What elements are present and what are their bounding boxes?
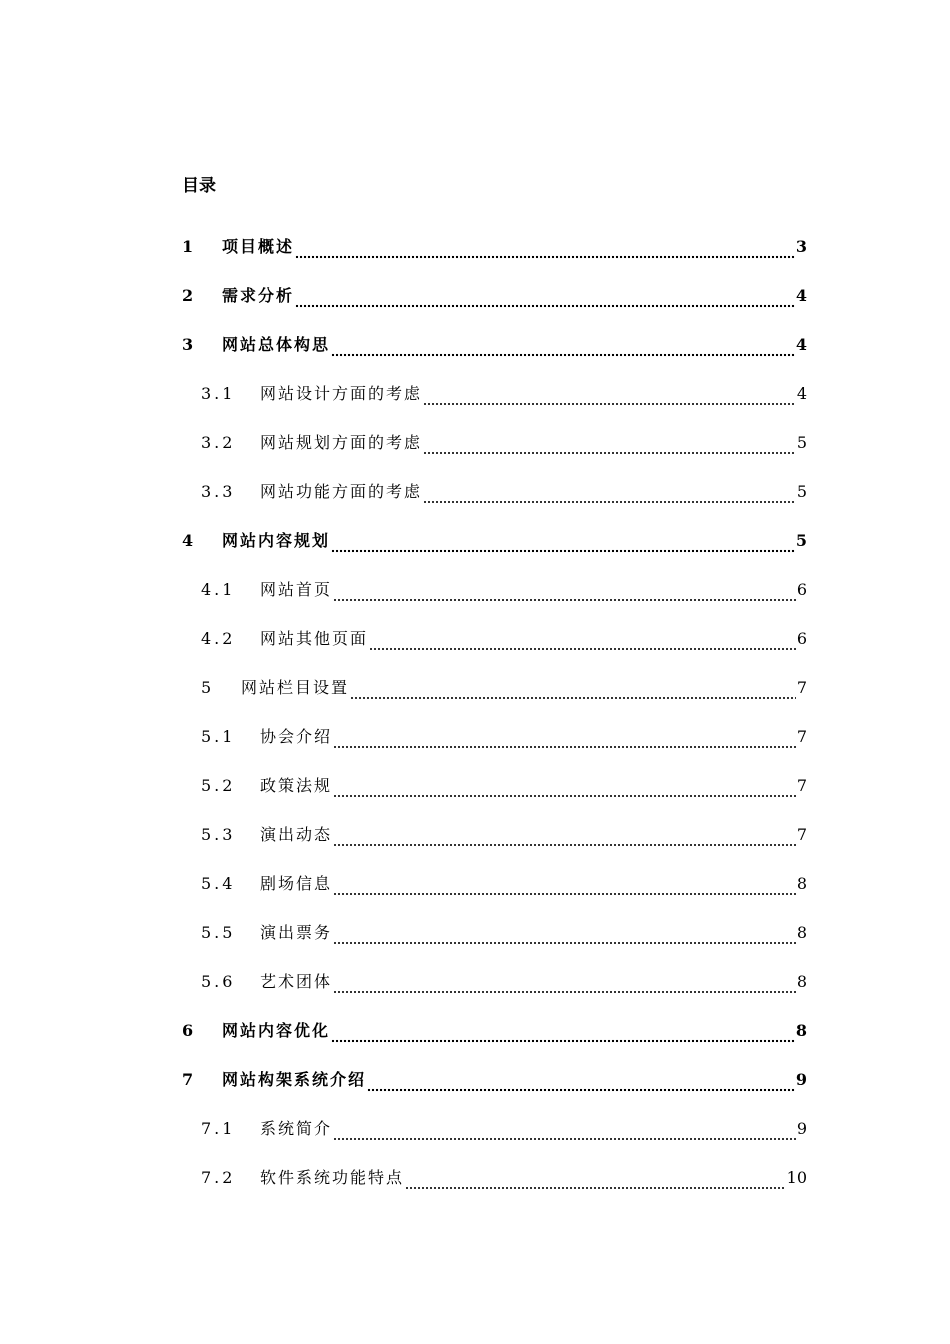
toc-entry-number: 5 xyxy=(201,677,215,697)
toc-leader-dots xyxy=(331,537,795,553)
toc-entry-number: 6 xyxy=(182,1020,197,1040)
toc-entry[interactable] xyxy=(182,1104,807,1153)
toc-entry-number: 7 xyxy=(182,1069,197,1089)
toc-entry-number: 3.1 xyxy=(201,383,236,403)
toc-entry[interactable] xyxy=(182,271,807,320)
toc-entry-number: 5.3 xyxy=(201,824,236,844)
toc-entry-page: 7 xyxy=(796,775,807,795)
toc-leader-dots xyxy=(333,1125,796,1141)
toc-entry-title: 软件系统功能特点 xyxy=(260,1167,405,1187)
toc-entry-title: 网站规划方面的考虑 xyxy=(260,432,423,452)
toc-entry-page: 5 xyxy=(796,432,807,452)
toc-entry[interactable] xyxy=(182,516,807,565)
toc-entry[interactable] xyxy=(182,1055,807,1104)
toc-entry-page: 10 xyxy=(786,1167,807,1187)
toc-entry-page: 9 xyxy=(796,1118,807,1138)
toc-entry-page: 8 xyxy=(796,922,807,942)
toc-entry-page: 8 xyxy=(795,1020,807,1040)
toc-leader-dots xyxy=(423,390,796,406)
toc-entry-number: 7.1 xyxy=(201,1118,236,1138)
toc-entry-page: 7 xyxy=(796,824,807,844)
toc-leader-dots xyxy=(423,488,796,504)
toc-entry-page: 4 xyxy=(795,334,807,354)
toc-leader-dots xyxy=(333,929,796,945)
toc-leader-dots xyxy=(333,733,796,749)
toc-entry-number: 5.2 xyxy=(201,775,236,795)
toc-entry[interactable] xyxy=(182,712,807,761)
toc-entry[interactable] xyxy=(182,957,807,1006)
toc-entry-number: 5.6 xyxy=(201,971,236,991)
toc-entry-title: 演出动态 xyxy=(260,824,333,844)
table-of-contents xyxy=(182,222,807,1202)
toc-leader-dots xyxy=(295,243,795,259)
toc-entry-title: 需求分析 xyxy=(222,285,295,305)
toc-entry-page: 6 xyxy=(796,628,807,648)
toc-leader-dots xyxy=(350,684,796,700)
toc-entry-page: 8 xyxy=(796,971,807,991)
toc-entry-page: 9 xyxy=(795,1069,807,1089)
toc-entry-number: 5.4 xyxy=(201,873,236,893)
toc-entry-page: 3 xyxy=(795,236,807,256)
toc-entry[interactable] xyxy=(182,369,807,418)
toc-entry-page: 4 xyxy=(795,285,807,305)
toc-entry[interactable] xyxy=(182,320,807,369)
toc-entry-number: 5.1 xyxy=(201,726,236,746)
toc-entry-page: 8 xyxy=(796,873,807,893)
toc-entry[interactable] xyxy=(182,614,807,663)
toc-entry-title: 网站设计方面的考虑 xyxy=(260,383,423,403)
toc-entry-title: 演出票务 xyxy=(260,922,333,942)
toc-entry-title: 艺术团体 xyxy=(260,971,333,991)
toc-entry-page: 5 xyxy=(796,481,807,501)
toc-entry-title: 网站其他页面 xyxy=(260,628,369,648)
toc-entry[interactable] xyxy=(182,761,807,810)
toc-entry-title: 网站首页 xyxy=(260,579,333,599)
toc-entry[interactable] xyxy=(182,908,807,957)
toc-leader-dots xyxy=(405,1174,786,1190)
toc-entry-page: 6 xyxy=(796,579,807,599)
toc-leader-dots xyxy=(333,586,796,602)
toc-entry-title: 项目概述 xyxy=(222,236,295,256)
toc-entry-title: 网站栏目设置 xyxy=(241,677,350,697)
toc-entry[interactable] xyxy=(182,1153,807,1202)
toc-leader-dots xyxy=(333,782,796,798)
toc-entry-title: 网站构架系统介绍 xyxy=(222,1069,367,1089)
toc-entry-number: 4 xyxy=(182,530,197,550)
toc-entry[interactable] xyxy=(182,565,807,614)
toc-entry-page: 4 xyxy=(796,383,807,403)
toc-entry-page: 7 xyxy=(796,677,807,697)
toc-leader-dots xyxy=(331,1027,795,1043)
toc-entry-number: 4.1 xyxy=(201,579,236,599)
toc-entry-title: 网站总体构思 xyxy=(222,334,331,354)
toc-entry[interactable] xyxy=(182,663,807,712)
toc-entry-title: 网站内容规划 xyxy=(222,530,331,550)
toc-entry-number: 1 xyxy=(182,236,197,256)
toc-title: 目录 xyxy=(182,176,216,196)
toc-leader-dots xyxy=(333,978,796,994)
toc-entry-title: 协会介绍 xyxy=(260,726,333,746)
toc-entry[interactable] xyxy=(182,859,807,908)
toc-entry-number: 3 xyxy=(182,334,197,354)
toc-entry[interactable] xyxy=(182,810,807,859)
toc-entry-number: 4.2 xyxy=(201,628,236,648)
toc-leader-dots xyxy=(331,341,795,357)
toc-entry[interactable] xyxy=(182,1006,807,1055)
toc-entry-number: 5.5 xyxy=(201,922,236,942)
toc-entry-number: 3.2 xyxy=(201,432,236,452)
toc-leader-dots xyxy=(367,1076,795,1092)
toc-entry-title: 网站功能方面的考虑 xyxy=(260,481,423,501)
toc-leader-dots xyxy=(369,635,796,651)
toc-entry[interactable] xyxy=(182,222,807,271)
toc-entry-title: 网站内容优化 xyxy=(222,1020,331,1040)
toc-entry[interactable] xyxy=(182,418,807,467)
toc-entry-number: 3.3 xyxy=(201,481,236,501)
toc-entry-page: 5 xyxy=(795,530,807,550)
toc-leader-dots xyxy=(333,831,796,847)
toc-entry-title: 系统简介 xyxy=(260,1118,333,1138)
toc-leader-dots xyxy=(295,292,795,308)
toc-entry-page: 7 xyxy=(796,726,807,746)
toc-entry-title: 政策法规 xyxy=(260,775,333,795)
toc-leader-dots xyxy=(333,880,796,896)
toc-entry[interactable] xyxy=(182,467,807,516)
toc-entry-number: 7.2 xyxy=(201,1167,236,1187)
toc-entry-title: 剧场信息 xyxy=(260,873,333,893)
toc-leader-dots xyxy=(423,439,796,455)
toc-entry-number: 2 xyxy=(182,285,197,305)
